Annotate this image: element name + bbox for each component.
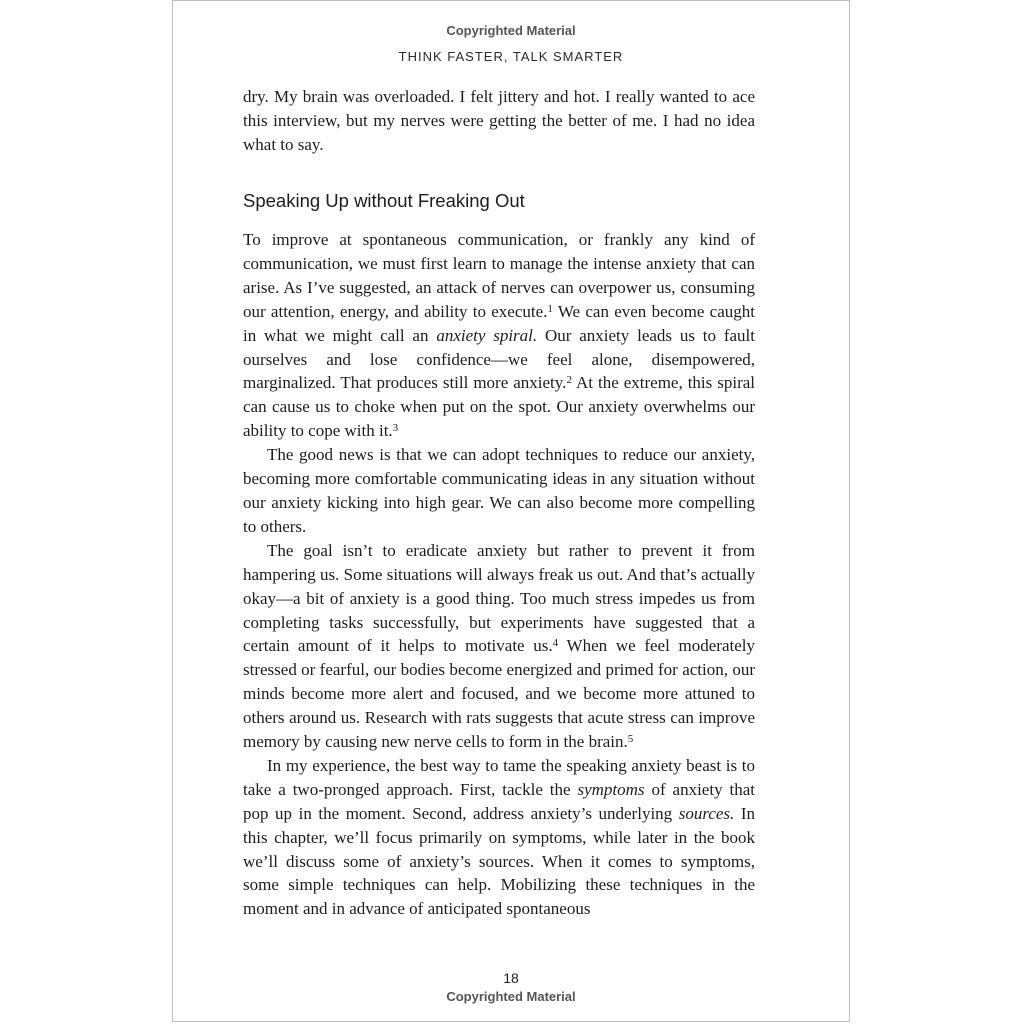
paragraph-4-emphasis-1: symptoms [577,779,645,799]
paragraph-3-text-1: The goal isn’t to eradicate anxiety but rather to prevent it from hampering us. Some situations will always freak us out. And that’s actually okay—a bit of anxiety is a good thing. Too much stress impedes us from completing tasks successfully, but experiments have suggested that a certain amount of it helps to motivate us. [243,540,755,656]
main-text [243,228,755,921]
paragraph-4-text-2: of anxiety that pop up in the moment. Second, address anxiety’s underlying [243,779,755,823]
paragraph-3 [243,539,755,754]
footnote-ref-3: 3 [392,422,399,435]
footnote-ref-1: 1 [547,302,553,315]
paragraph-1 [243,228,755,443]
paragraph-3-text-2: When we feel moderately stressed or fearful, our bodies become energized and primed for action, our minds become more alert and focused, and we become more attuned to others around us. Research with rats suggests that acute stress can improve memory by causing new nerve cells to form in the brain. [243,636,755,752]
section-heading: Speaking Up without Freaking Out [243,190,525,211]
paragraph-2: The good news is that we can adopt techniques to reduce our anxiety, becoming more comfortable communicating ideas in any situation without our anxiety kicking into high gear. We can also become more compelling to others. [243,445,755,536]
paragraph-1-text-4: At the extreme, this spiral can cause us to choke when put on the spot. Our anxiety overwhelms our ability to cope with it. [243,373,756,441]
footnote-ref-4: 4 [552,637,559,650]
footnote-ref-2: 2 [566,374,572,387]
running-head: THINK FASTER, TALK SMARTER [398,49,624,64]
paragraph-4 [243,754,755,921]
copyright-notice-bottom: Copyrighted Material [446,989,576,1004]
paragraph-1-emphasis: anxiety spiral. [436,325,538,345]
paragraph-4-text-1: In my experience, the best way to tame the speaking anxiety beast is to take a two-pronged approach. First, tackle the [243,755,755,799]
paragraph-1-text-3: Our anxiety leads us to fault ourselves and lose confidence—we feel alone, disempowered, marginalized. That produces still more anxiety. [243,325,756,393]
intro-text: dry. My brain was overloaded. I felt jittery and hot. I really wanted to ace this interview, but my nerves were getting the better of me. I had no idea what to say. [243,87,755,154]
page-number: 18 [503,970,519,986]
paragraph-1-text-1: To improve at spontaneous communication, or frankly any kind of communication, we must first learn to manage the intense anxiety that can arise. As I’ve suggested, an attack of nerves can overpower us, consuming our attention, energy, and ability to execute. [243,230,755,321]
intro-paragraph [243,85,755,157]
book-page [172,0,850,1022]
copyright-notice-top: Copyrighted Material [446,23,576,38]
paragraph-4-emphasis-2: sources. [678,803,735,823]
paragraph-4-text-3: In this chapter, we’ll focus primarily on symptoms, while later in the book we’ll discuss some of anxiety’s sources. When it comes to symptoms, some simple techniques can help. Mobilizing these techniques in the moment and in advance of anticipated spontaneous [243,803,755,919]
paragraph-1-text-2: We can even become caught in what we might call an [243,301,755,345]
footnote-ref-5: 5 [627,733,634,746]
